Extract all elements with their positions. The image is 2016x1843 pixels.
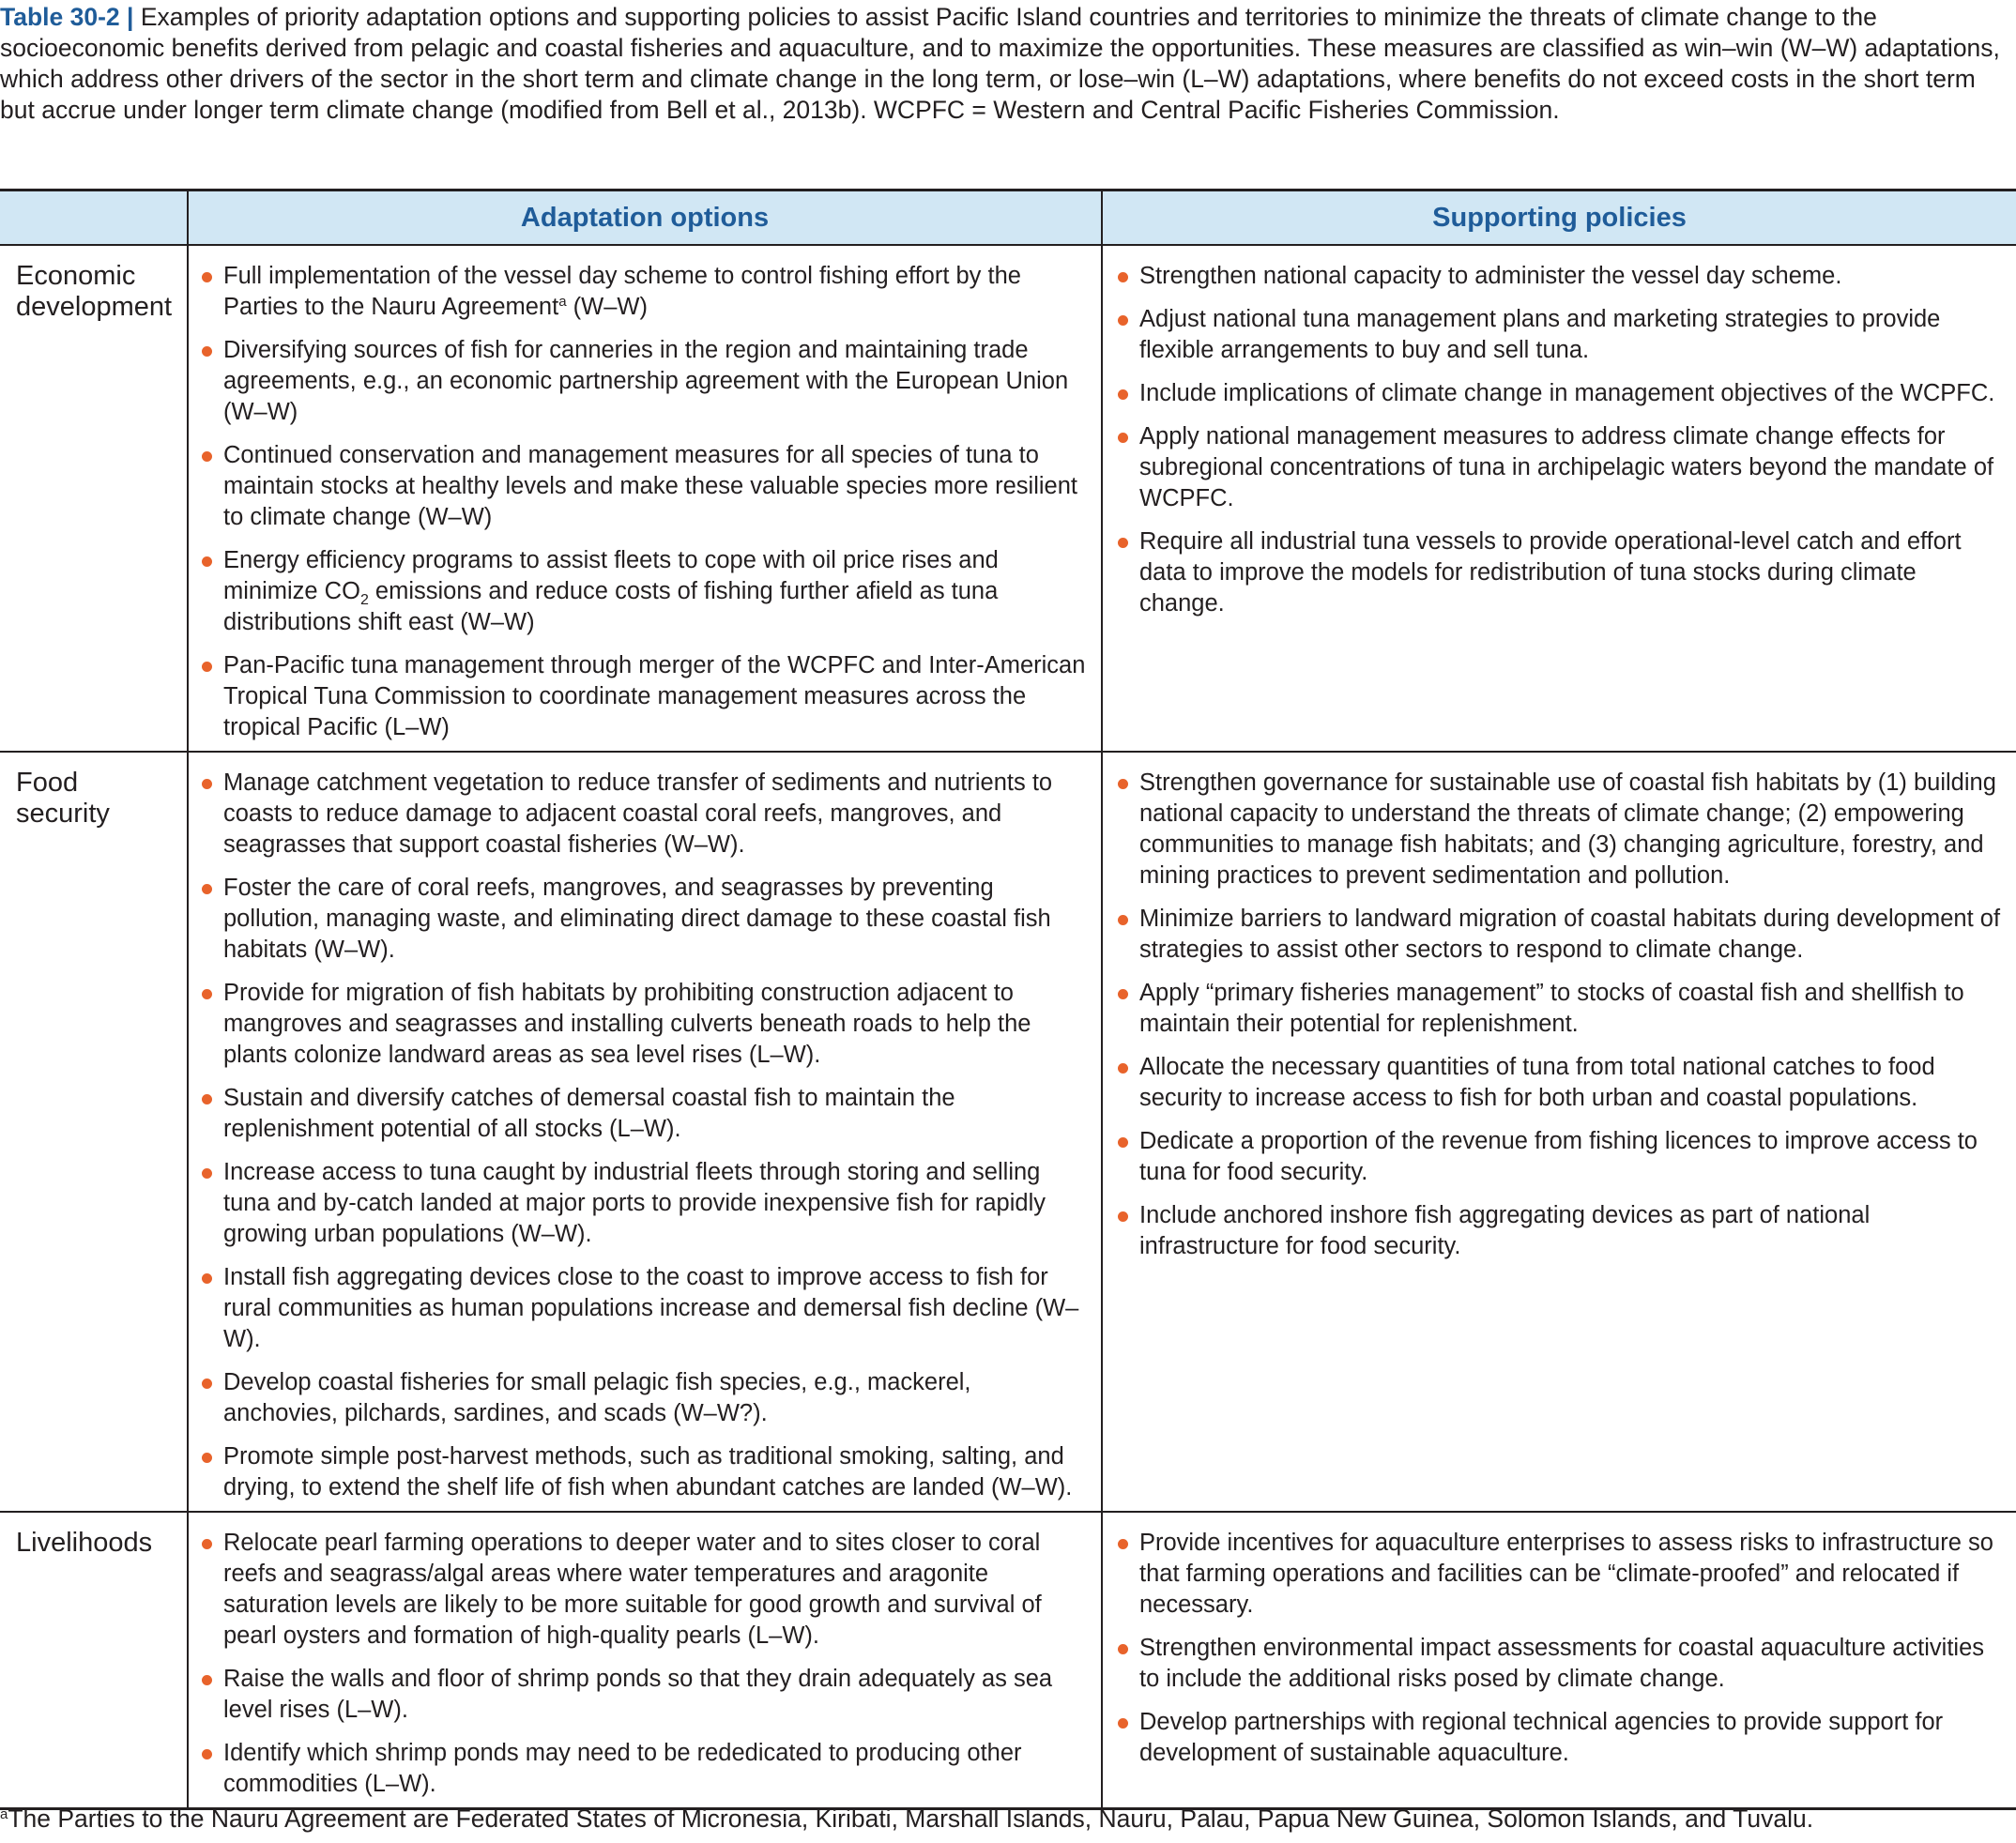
adaptation-option-item [198, 1083, 1090, 1145]
header-supporting-policies: Supporting policies [1102, 190, 2016, 246]
supporting-policy-text: Provide incentives for aquaculture enterprises to assess risks to infrastructure so that farming operations and facilities can be “climate-proofed” and relocated if necessary. [1139, 1530, 1993, 1618]
bullet-dot-icon [202, 779, 212, 789]
adaptation-table [0, 189, 2016, 1810]
supporting-policy-text: Dedicate a proportion of the revenue from fishing licences to improve access to tuna for food security. [1139, 1128, 1978, 1185]
supporting-policys-cell [1102, 1512, 2016, 1809]
supporting-policy-item [1114, 1126, 2005, 1188]
category-cell [0, 245, 188, 752]
bullet-dot-icon [1118, 272, 1128, 282]
header-category [0, 190, 188, 246]
adaptation-option-item [198, 873, 1090, 966]
adaptation-option-text: Sustain and diversify catches of demersal coastal fish to maintain the replenishment potential of all stocks (L–W). [223, 1085, 955, 1142]
bullet-dot-icon [1118, 538, 1128, 548]
table-caption-separator: | [127, 3, 134, 31]
header-adaptation-options: Adaptation options [188, 190, 1102, 246]
adaptation-option-item [198, 1738, 1090, 1800]
category-cell [0, 752, 188, 1512]
adaptation-option-item [198, 1664, 1090, 1726]
adaptation-option-item [198, 1441, 1090, 1503]
table-caption [0, 2, 2008, 126]
bullet-dot-icon [1118, 315, 1128, 326]
supporting-policy-list [1114, 261, 2005, 619]
table-footnote [0, 1804, 1813, 1835]
adaptation-options-cell [188, 1512, 1102, 1809]
bullet-dot-icon [202, 556, 212, 567]
adaptation-options-cell [188, 752, 1102, 1512]
bullet-dot-icon [202, 1094, 212, 1104]
supporting-policy-item [1114, 904, 2005, 966]
adaptation-option-list [198, 261, 1090, 743]
adaptation-option-item [198, 261, 1090, 323]
adaptation-option-item [198, 1157, 1090, 1250]
adaptation-option-text: Promote simple post-harvest methods, such as traditional smoking, salting, and drying, to extend the shelf life of fish when abundant catches are landed (W–W). [223, 1443, 1073, 1500]
supporting-policy-text: Include implications of climate change in management objectives of the WCPFC. [1139, 380, 1995, 406]
adaptation-option-item [198, 650, 1090, 743]
bullet-dot-icon [202, 662, 212, 672]
supporting-policy-item [1114, 1633, 2005, 1695]
category-label-line: Livelihoods [16, 1528, 153, 1558]
supporting-policy-text: Adjust national tuna management plans and marketing strategies to provide flexible arrangements to buy and sell tuna. [1139, 306, 1941, 363]
table-row-food-security [0, 752, 2016, 1512]
supporting-policy-item [1114, 768, 2005, 891]
bullet-dot-icon [202, 1168, 212, 1179]
bullet-dot-icon [202, 1539, 212, 1549]
supporting-policy-text: Strengthen national capacity to administer the vessel day scheme. [1139, 263, 1842, 289]
supporting-policy-text: Include anchored inshore fish aggregating devices as part of national infrastructure for food security. [1139, 1202, 1871, 1259]
supporting-policy-item [1114, 1528, 2005, 1621]
footnote-reference: a [558, 294, 567, 310]
bullet-dot-icon [202, 272, 212, 282]
adaptation-option-text: Energy efficiency programs to assist fleets to cope with oil price rises and minimize CO [223, 547, 999, 604]
subscript: 2 [359, 592, 369, 608]
table-caption-text: Examples of priority adaptation options and supporting policies to assist Pacific Island countries and territories to minimize the threats of climate change to the socioeconomic benefits derived from pelagic and coastal fisheries and aquaculture, and to maximize the opportunities. These measures are classified as win–win (W–W) adaptations, which address other drivers of the sector in the short term and climate change in the long term, or lose–win (L–W) adaptations, where benefits do not exceed costs in the short term but accrue under longer term climate change (modified from Bell et al., 2013b). WCPFC = Western and Central Pacific Fisheries Commission. [0, 3, 2000, 124]
bullet-dot-icon [1118, 915, 1128, 925]
supporting-policy-item [1114, 261, 2005, 292]
footnote-marker: a [0, 1806, 8, 1822]
adaptation-option-list [198, 768, 1090, 1503]
adaptation-option-item [198, 545, 1090, 638]
adaptation-option-text: Pan-Pacific tuna management through merger of the WCPFC and Inter-American Tropical Tuna Commission to coordinate management measures across the tropical Pacific (L–W) [223, 652, 1086, 740]
table-row-livelihoods [0, 1512, 2016, 1809]
adaptation-option-text: Continued conservation and management measures for all species of tuna to maintain stocks at healthy levels and make these valuable species more resilient to climate change (W–W) [223, 442, 1077, 530]
bullet-dot-icon [202, 1378, 212, 1389]
adaptation-option-text-tail: emissions and reduce costs of fishing further afield as tuna distributions shift east (W–W) [223, 578, 999, 635]
supporting-policy-text: Minimize barriers to landward migration of coastal habitats during development of strategies to assist other sectors to respond to climate change. [1139, 906, 2001, 963]
supporting-policy-item [1114, 1052, 2005, 1114]
supporting-policy-text: Apply “primary fisheries management” to stocks of coastal fish and shellfish to maintain their potential for replenishment. [1139, 980, 1964, 1037]
adaptation-option-text: Install fish aggregating devices close to the coast to improve access to fish for rural communities as human populations increase and demersal fish decline (W–W). [223, 1264, 1079, 1352]
supporting-policy-text: Strengthen environmental impact assessments for coastal aquaculture activities to include the additional risks posed by climate change. [1139, 1635, 1985, 1692]
adaptation-option-text: Identify which shrimp ponds may need to be rededicated to producing other commodities (L–W). [223, 1740, 1022, 1797]
supporting-policys-cell [1102, 752, 2016, 1512]
supporting-policy-text: Strengthen governance for sustainable use of coastal fish habitats by (1) building national capacity to understand the threats of climate change; (2) empowering communities to manage fish habitats; and (3) changing agriculture, forestry, and mining practices to prevent sedimentation and pollution. [1139, 769, 1996, 889]
bullet-dot-icon [1118, 1137, 1128, 1148]
adaptation-option-list [198, 1528, 1090, 1800]
adaptation-option-item [198, 1367, 1090, 1429]
table-caption-label: Table 30-2 [0, 3, 120, 31]
bullet-dot-icon [1118, 1211, 1128, 1222]
bullet-dot-icon [202, 1749, 212, 1759]
bullet-dot-icon [202, 1675, 212, 1685]
adaptation-option-item [198, 335, 1090, 428]
supporting-policy-item [1114, 526, 2005, 619]
supporting-policy-item [1114, 421, 2005, 514]
table-row-economic-development [0, 245, 2016, 752]
adaptation-option-text: Full implementation of the vessel day scheme to control fishing effort by the Parties to the Nauru Agreement [223, 263, 1021, 320]
adaptation-option-text: Increase access to tuna caught by industrial fleets through storing and selling tuna and by-catch landed at major ports to provide inexpensive fish for rapidly growing urban populations (W–W). [223, 1159, 1046, 1247]
adaptation-option-item [198, 440, 1090, 533]
bullet-dot-icon [1118, 989, 1128, 999]
category-label-line: Food security [16, 768, 110, 829]
adaptation-option-item [198, 1262, 1090, 1355]
supporting-policy-text: Develop partnerships with regional technical agencies to provide support for development of sustainable aquaculture. [1139, 1709, 1944, 1766]
supporting-policy-list [1114, 768, 2005, 1262]
bullet-dot-icon [202, 989, 212, 999]
table-header-row [0, 190, 2016, 246]
bullet-dot-icon [1118, 389, 1128, 400]
adaptation-option-text: Raise the walls and floor of shrimp ponds so that they drain adequately as sea level rises (L–W). [223, 1666, 1053, 1723]
adaptation-option-item [198, 978, 1090, 1071]
category-cell [0, 1512, 188, 1809]
supporting-policy-item [1114, 1707, 2005, 1769]
bullet-dot-icon [1118, 779, 1128, 789]
supporting-policy-list [1114, 1528, 2005, 1769]
adaptation-option-text: Develop coastal fisheries for small pelagic fish species, e.g., mackerel, anchovies, pilchards, sardines, and scads (W–W?). [223, 1369, 971, 1426]
adaptation-option-text: Foster the care of coral reefs, mangroves, and seagrasses by preventing pollution, managing waste, and eliminating direct damage to these coastal fish habitats (W–W). [223, 875, 1051, 963]
bullet-dot-icon [202, 1273, 212, 1284]
bullet-dot-icon [1118, 433, 1128, 443]
supporting-policy-item [1114, 378, 2005, 409]
supporting-policy-item [1114, 304, 2005, 366]
table-body [0, 245, 2016, 1809]
category-label-line: Economic [16, 261, 136, 291]
adaptation-option-text: Diversifying sources of fish for canneries in the region and maintaining trade agreements, e.g., an economic partnership agreement with the European Union (W–W) [223, 337, 1069, 425]
supporting-policy-text: Allocate the necessary quantities of tuna from total national catches to food security to increase access to fish for both urban and coastal populations. [1139, 1054, 1935, 1111]
adaptation-option-text: Provide for migration of fish habitats by prohibiting construction adjacent to mangroves and seagrasses and installing culverts beneath roads to help the plants colonize landward areas as sea level rises (L–W). [223, 980, 1031, 1068]
supporting-policy-item [1114, 1200, 2005, 1262]
bullet-dot-icon [202, 884, 212, 894]
bullet-dot-icon [202, 346, 212, 357]
bullet-dot-icon [1118, 1718, 1128, 1729]
category-label-line: development [16, 292, 173, 322]
adaptation-option-item [198, 768, 1090, 861]
supporting-policy-text: Apply national management measures to address climate change effects for subregional concentrations of tuna in archipelagic waters beyond the mandate of WCPFC. [1139, 423, 1994, 511]
bullet-dot-icon [1118, 1644, 1128, 1654]
supporting-policy-item [1114, 978, 2005, 1040]
bullet-dot-icon [202, 451, 212, 462]
supporting-policy-text: Require all industrial tuna vessels to provide operational-level catch and effort data to improve the models for redistribution of tuna stocks during climate change. [1139, 528, 1962, 617]
adaptation-option-item [198, 1528, 1090, 1652]
bullet-dot-icon [1118, 1063, 1128, 1074]
adaptation-options-cell [188, 245, 1102, 752]
bullet-dot-icon [1118, 1539, 1128, 1549]
adaptation-option-text: Manage catchment vegetation to reduce transfer of sediments and nutrients to coasts to reduce damage to adjacent coastal coral reefs, mangroves, and seagrasses that support coastal fisheries (W–W). [223, 769, 1053, 858]
footnote-text: The Parties to the Nauru Agreement are Federated States of Micronesia, Kiribati, Marshall Islands, Nauru, Palau, Papua New Guinea, Solomon Islands, and Tuvalu. [8, 1805, 1814, 1833]
adaptation-option-text: Relocate pearl farming operations to deeper water and to sites closer to coral reefs and seagrass/algal areas where water temperatures and aragonite saturation levels are likely to be more suitable for good growth and survival of pearl oysters and formation of high-quality pearls (L–W). [223, 1530, 1042, 1649]
adaptation-option-text-tail: (W–W) [566, 294, 648, 320]
bullet-dot-icon [202, 1453, 212, 1463]
supporting-policys-cell [1102, 245, 2016, 752]
